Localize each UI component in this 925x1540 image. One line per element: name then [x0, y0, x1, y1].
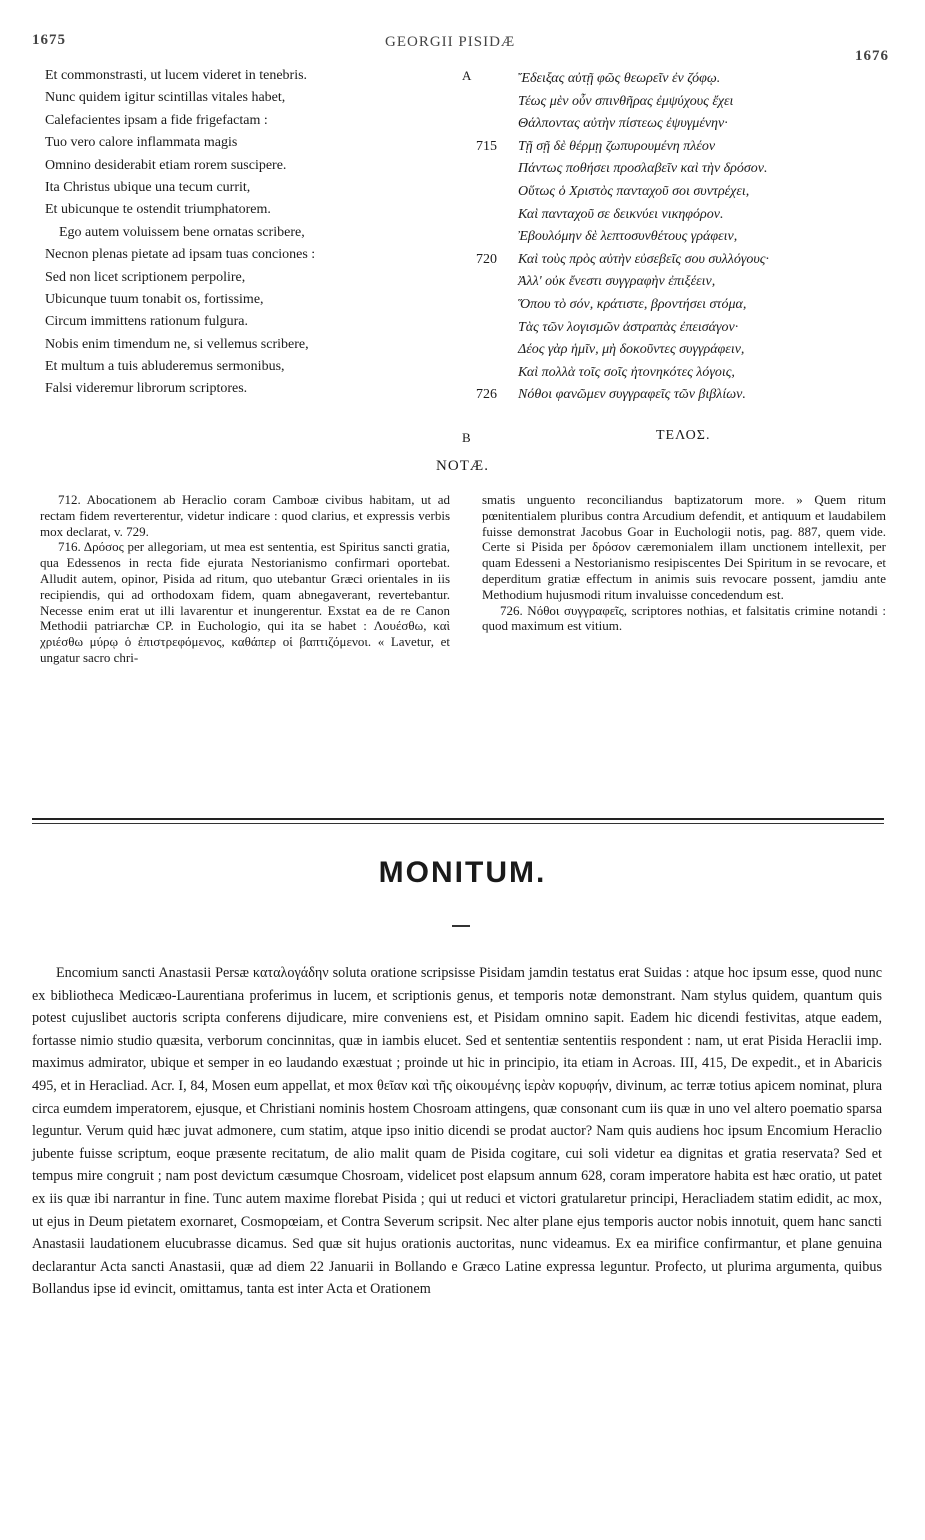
column-marker-a: A [462, 68, 472, 83]
latin-verse: Ubicunque tuum tonabit os, fortissime, [45, 291, 264, 307]
notes-heading: NOTÆ. [436, 458, 489, 474]
greek-verse: Καὶ πανταχοῦ σε δεικνύει νικηφόρον. [518, 206, 724, 222]
greek-verse: Ἐβουλόμην δὲ λεπτοσυνθέτους γράφειν, [518, 229, 738, 245]
greek-verse: Ὅπου τὸ σόν, κράτιστε, βροντήσει στόμα, [518, 296, 747, 312]
latin-verse: Falsi videremur librorum scriptores. [45, 381, 248, 397]
greek-verse: Ἔδειξας αὐτῇ φῶς θεωρεῖν ἐν ζόφῳ. [518, 71, 721, 86]
running-title: GEORGII PISIDÆ [385, 34, 516, 50]
notes-left-column [40, 492, 450, 666]
greek-verse: Ἀλλ' οὐκ ἔνεστι συγγραφὴν ἐπιξέειν, [518, 274, 716, 290]
latin-verse: Ego autem voluissem bene ornatas scribere, [59, 224, 305, 240]
latin-verse: Et commonstrasti, ut lucem videret in tenebris. [45, 68, 308, 83]
monitum-paragraph: Encomium sancti Anastasii Persæ καταλογάδην soluta oratione scripsisse Pisidam jamdin testatus erat Suidas : atque hoc ipsum esse, quod nunc ex bibliotheca Medicæo-Laurentiana proferimus in lucem, et scriptionis genus, et temporis notæ demonstrant. Nam stylus quidem, quantum quis potest cujuslibet auctoris scripta conferens dijudicare, mire conveniens est, et Pisidam omnino sapit. Eadem hic dicendi festivitas, atque eadem, fortasse nimio studio quæsita, verborum concinnitas, quæ in iambis elucet. Sed et sententiæ sententiis respondent : nam, ut erat Pisida Heraclii imp. maximus admirator, ubique et semper in eo laudando exæstuat ; proinde ut hic in principio, ita etiam in Acroas. III, 415, De expedit., et in Abaricis 495, et in Heracliad. Acr. I, 84, Mosen eum appellat, et mox θεῖαν καὶ τῆς οἰκουμένης ἱερὰν κορυφήν, divinum, ac terræ totius apicem nominat, plura circa eumdem imperatorem, ejusque, et Christiani nominis hostem Chosroam attingens, quæ consonant cum iis quæ in uno vel altero poematio sparsa leguntur. Verum quid hæc juvat admonere, cum statim, atque ipso initio dicendi se prodat auctor? Nam quis audiens hoc ipsum Encomium Heraclio jubente fuisse scriptum, eoque præsente recitatum, de alio malit quam de Pisida cogitare, cui soli videtur ea dignitas et gratia reservata? Sed et tempus mire congruit ; nam post devictum cæsumque Chosroam, videlicet post elapsum annum 628, coram imperatore habita est hæc oratio, ut patet ex iis quæ ibi narrantur in fine. Tunc autem maxime florebat Pisida ; qui ut reduci et victori gratularetur principi, Heracliadem statim edidit, ac mox, ut ejus in Deum pietatem exornaret, Cosmopœiam, et Contra Severum scripsit. Nec alter plane ejus temporis auctor nobis innotuit, quem hanc sancti Anastasii laudationem elucubrasse dicamus. Sed quæ sit hujus orationis auctoritas, nunc videamus. Ex ea mirifice confirmantur, et plane genuina declarantur Acta sancti Anastasii, quæ ad diem 22 Januarii in Bollando e Græco Latine expressa leguntur. Profecto, ut plurima argumenta, quibus Bollandus ipse id evincit, omittamus, tanta est inter Acta et Orationem [32, 965, 882, 1298]
verse-number: 726 [476, 387, 497, 403]
monitum-body [32, 962, 882, 1301]
latin-verse: Omnino desiderabit etiam rorem suscipere. [45, 157, 287, 173]
latin-verse-column [45, 65, 445, 401]
latin-verse: Nunc quidem igitur scintillas vitales habet, [45, 90, 286, 106]
greek-verse: Θάλποντας αὐτὴν πίστεως ἐψυγμένην· [518, 116, 728, 132]
greek-verse-column [476, 68, 896, 407]
greek-verse: Καὶ πολλὰ τοῖς σοῖς ἠτονηκότες λόγοις, [518, 364, 735, 380]
page-number-right: 1676 [855, 48, 889, 64]
greek-verse: Τῇ σῇ δὲ θέρμῃ ζωπυρουμένη πλέον [518, 138, 716, 154]
verse-number: 715 [476, 138, 497, 154]
section-title: MONITUM. [378, 856, 547, 889]
note-paragraph: smatis unguento reconciliandus baptizatorum more. » Quem ritum pœnitentialem pluribus contra Arcudium defendit, et antiquum et laudabilem fuisse demonstrat Jacobus Goar in Euchologii notis, pag. 887, quem vide. Certe si Pisida per δρόσον cæremonialem illam unctionem intellexit, per quam Edesseni a Nestorianismo resipiscentes Dei Spiritum in se revocare, et deperditum gratiæ effectum in animis suis revocare possent, jamdiu ante Methodium hujusmodi ritum invaluisse concedendum est. [482, 492, 886, 602]
latin-verse: Circum immittens rationum fulgura. [45, 314, 248, 330]
greek-verse: Νόθοι φανῶμεν συγγραφεῖς τῶν βιβλίων. [518, 387, 746, 403]
notes-right-column [482, 492, 886, 634]
column-marker-b: B [462, 430, 471, 445]
page-number-left: 1675 [32, 32, 66, 48]
latin-verse: Necnon plenas pietate ad ipsam tuas conciones : [45, 247, 316, 263]
latin-verse: Sed non licet scriptionem perpolire, [45, 269, 246, 285]
latin-verse: Nobis enim timendum ne, si vellemus scribere, [45, 336, 309, 352]
latin-verse: Ita Christus ubique una tecum currit, [45, 179, 251, 195]
note-paragraph: 726. Νόθοι συγγραφεῖς, scriptores nothias, et falsitatis crimine notandi : quod maximum est vitium. [482, 602, 886, 634]
greek-verse: Δέος γὰρ ἡμῖν, μὴ δοκοῦντες συγγράφειν, [518, 342, 745, 358]
section-divider-thin [32, 823, 884, 824]
note-paragraph: 712. Abocationem ab Heraclio coram Camboæ civibus habitam, ut ad rectam fidem reverterentur, videtur indicare : quod clarius, et expressis verbis mox declarat, v. 729. [40, 492, 450, 539]
latin-verse: Calefacientes ipsam a fide frigefactam : [45, 112, 268, 128]
latin-verse: Tuo vero calore inflammata magis [45, 135, 238, 151]
telos-end-mark: ΤΕΛΟΣ. [656, 428, 711, 443]
greek-verse: Οὕτως ὁ Χριστὸς πανταχοῦ σοι συντρέχει, [518, 183, 750, 199]
greek-verse: Τέως μὲν οὖν σπινθῆρας ἐμψύχους ἔχει [518, 93, 734, 109]
latin-verse: Et ubicunque te ostendit triumphatorem. [45, 202, 271, 218]
section-divider [32, 818, 884, 820]
verse-number: 720 [476, 251, 497, 267]
greek-verse: Τὰς τῶν λογισμῶν ἀστραπὰς ἐπεισάγον· [518, 319, 739, 335]
greek-verse: Καὶ τοὺς πρὸς αὐτὴν εὐσεβεῖς σου συλλόγους· [518, 251, 769, 267]
title-ornament [452, 925, 470, 927]
greek-verse: Πάντως ποθήσει προσλαβεῖν καὶ τὴν δρόσον. [518, 161, 768, 177]
note-paragraph: 716. Δρόσος per allegoriam, ut mea est sententia, est Spiritus sancti gratia, qua Edessenos in recta fide ejurata Nestorianismo confirmari oportebat. Alludit autem, opinor, Pisida ad ritum, quo utebantur Græci orientales in iis recipiendis, qui ad orthodoxam fidem, quam abnegaverant, revertebantur. Necesse enim erat ut illi lavarentur et inungerentur. Exstat ea de re Canon Methodii patriarchæ CP. in Euchologio, qui ita se habet : Λουέσθω, καὶ χριέσθω μύρῳ ὁ ἐπιστρεφόμενος, καθάπερ οἱ βαπτιζόμενοι. « Lavetur, et ungatur sacro chri- [40, 539, 450, 665]
latin-verse: Et multum a tuis abluderemus sermonibus, [45, 359, 285, 375]
